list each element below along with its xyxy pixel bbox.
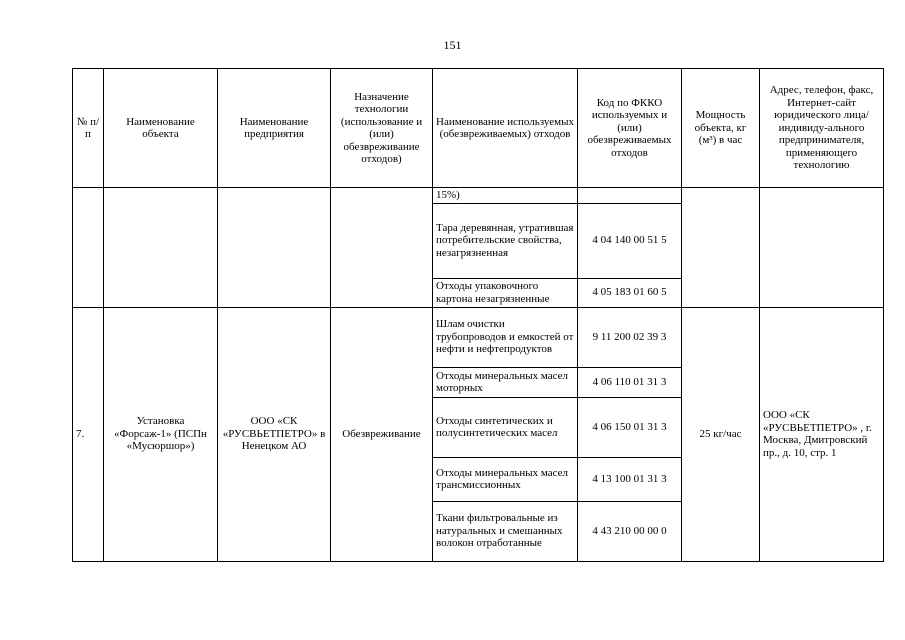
cell-object: Установка «Форсаж-1» (ПСПн «Мусюршор»)	[104, 307, 218, 561]
cell-waste: Ткани фильтровальные из натуральных и смешанных волокон отработанные	[433, 501, 578, 561]
cell-capacity-empty	[682, 188, 760, 308]
cell-code: 4 06 150 01 31 3	[578, 397, 682, 457]
cell-waste: Шлам очистки трубопроводов и емкостей от нефти и нефтепродуктов	[433, 307, 578, 367]
cell-number: 7.	[73, 307, 104, 561]
cell-code: 4 05 183 01 60 5	[578, 278, 682, 307]
header-object: Наименование объекта	[104, 69, 218, 188]
page-number: 151	[443, 38, 462, 52]
cell-address: ООО «СК «РУСВЬЕТПЕТРО» , г. Москва, Дмитровский пр., д. 10, стр. 1	[760, 307, 884, 561]
cell-number-empty	[73, 188, 104, 308]
cell-code: 4 13 100 01 31 3	[578, 457, 682, 501]
cell-address-empty	[760, 188, 884, 308]
header-waste: Наименование используемых (обезвреживаемых) отходов	[433, 69, 578, 188]
cell-waste: Отходы минеральных масел трансмиссионных	[433, 457, 578, 501]
cell-code: 4 43 210 00 00 0	[578, 501, 682, 561]
header-number: № п/п	[73, 69, 104, 188]
cell-enterprise-empty	[218, 188, 331, 308]
cell-purpose-empty	[331, 188, 433, 308]
waste-technology-table	[72, 68, 884, 562]
cell-purpose: Обезвреживание	[331, 307, 433, 561]
cell-capacity: 25 кг/час	[682, 307, 760, 561]
cell-code	[578, 188, 682, 204]
header-purpose: Назначение технологии (использование и (или) обезвреживание отходов)	[331, 69, 433, 188]
cell-code: 9 11 200 02 39 3	[578, 307, 682, 367]
header-address: Адрес, телефон, факс, Интернет-сайт юридического лица/индивиду-ального предпринимателя, применяющего технологию	[760, 69, 884, 188]
cell-waste: Тара деревянная, утратившая потребительские свойства, незагрязненная	[433, 203, 578, 278]
header-row	[73, 69, 884, 188]
header-code: Код по ФККО используемых и (или) обезвреживаемых отходов	[578, 69, 682, 188]
cell-waste: 15%)	[433, 188, 578, 204]
header-capacity: Мощность объекта, кг (м³) в час	[682, 69, 760, 188]
header-enterprise: Наименование предприятия	[218, 69, 331, 188]
cell-object-empty	[104, 188, 218, 308]
cell-waste: Отходы упаковочного картона незагрязненные	[433, 278, 578, 307]
table-row	[73, 188, 884, 204]
table-row	[73, 307, 884, 367]
cell-enterprise: ООО «СК «РУСВЬЕТПЕТРО» в Ненецком АО	[218, 307, 331, 561]
cell-code: 4 04 140 00 51 5	[578, 203, 682, 278]
cell-waste: Отходы минеральных масел моторных	[433, 367, 578, 397]
cell-waste: Отходы синтетических и полусинтетических масел	[433, 397, 578, 457]
cell-code: 4 06 110 01 31 3	[578, 367, 682, 397]
